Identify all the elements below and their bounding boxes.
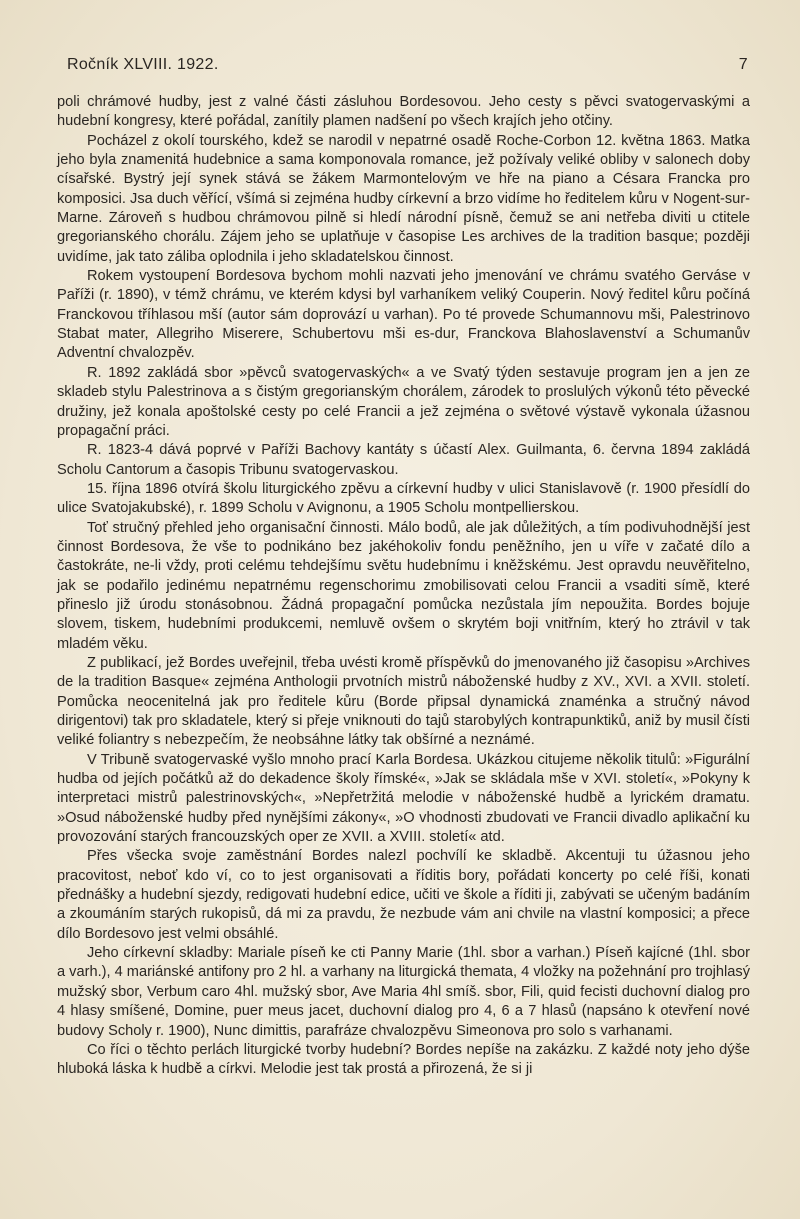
volume-year: Ročník XLVIII. 1922. [67, 56, 219, 73]
running-head [67, 56, 748, 80]
paragraph: R. 1892 zakládá sbor »pěvců svatogervaských« a ve Svatý týden sestavuje program jen a jen ze skladeb stylu Palestrinova a s čistým gregorianským chorálem, zárodek to proslulých výkonů této pěvecké družiny, jež konala apoštolské cesty po celé Francii a jež zejména o světové výstavě vykonala úžasnou propagační práci. [57, 364, 750, 439]
paragraph: Pocházel z okolí tourského, kdež se narodil v nepatrné osadě Roche-Corbon 12. května 1863. Matka jeho byla znamenitá hudebnice a sama komponovala romance, jež požívaly veliké obliby v salonech doby císařské. Bystrý její synek stává se žákem Marmontelovým ve hře na piano a Césara Francka pro komposici. Jsa duch věřící, všímá si zejména hudby církevní a brzo vidíme ho ředitelem kůru v Nogent-sur-Marne. Zároveň s hudbou chrámovou pilně si hledí národní písně, čemuž se ani netřeba diviti u ctitele gregorianského chorálu. Zájem jeho se uplatňuje v časopise Les archives de la tradition basque; později uvidíme, jak tato záliba oplodnila i jeho skladatelskou činnost. [57, 132, 750, 265]
paragraph: Jeho církevní skladby: Mariale píseň ke cti Panny Marie (1hl. sbor a varhan.) Píseň kajícné (1hl. sbor a varh.), 4 mariánské antifony pro 2 hl. a varhany na liturgická themata, 4 vložky na požehnání pro trojhlasý mužský sbor, Verbum caro 4hl. mužský sbor, Ave Maria 4hl smíš. sbor, Fili, quid fecisti duchovní dialog pro 4 hlasy smíšené, Domine, puer meus jacet, duchovní dialog pro 4, 6 a 7 hlasů (napsáno k otevření nové budovy Scholy r. 1900), Nunc dimittis, parafráze chvalozpěvu Simeonova pro solo s varhanami. [57, 945, 750, 1039]
paragraph: Toť stručný přehled jeho organisační činnosti. Málo bodů, ale jak důležitých, a tím podivuhodnější jest činnost Bordesova, že vše to podnikáno bez jakéhokoliv fondu peněžního, jen u víře v začaté dílo a častokráte, ne-li vždy, proti celému tehdejšímu světu hudebnímu i kněžskému. Jest opravdu neuvěřitelno, jak se podařilo jedinému nepatrnému regenschorimu zmobilisovati celou Francii a vsaditi símě, které přineslo již úrodu stonásobnou. Žádná propagační pomůcka nezůstala jím nepoužita. Bordes bojuje slovem, tiskem, hudebními produkcemi, nemluvě ovšem o skrytém boji vnitřním, který ho ztrávil v tak mladém věku. [57, 519, 750, 652]
paragraph: R. 1823-4 dává poprvé v Paříži Bachovy kantáty s účastí Alex. Guilmanta, 6. června 1894 zakládá Scholu Cantorum a časopis Tribunu svatogervaskou. [57, 442, 750, 478]
paragraph: poli chrámové hudby, jest z valné části zásluhou Bordesovou. Jeho cesty s pěvci svatogervaskými a hudební kongresy, které pořádal, zanítily plamen nadšení po všech krajích jeho otčiny. [57, 94, 750, 130]
paragraph: Co říci o těchto perlách liturgické tvorby hudební? Bordes nepíše na zakázku. Z každé noty jeho dýše hluboká láska k hudbě a církvi. Melodie jest tak prostá a přirozená, že si ji [57, 1041, 750, 1078]
paragraph: Přes všecka svoje zaměstnání Bordes nalezl pochvílí ke skladbě. Akcentuji tu úžasnou jeho pracovitost, neboť kdo ví, co to jest organisovati a říditis bory, pořádati koncerty po celé říši, konati přednášky a hudební sjezdy, redigovati hudební edice, učiti ve škole a říditi ji, zabývati se učeným badáním a zkoumáním starých rukopisů, dá mi za pravdu, že nezbude vám ani chvile na vlastní komposici; a přece dílo Bordesovo jest velmi obsáhlé. [57, 848, 750, 942]
page-number: 7 [738, 56, 748, 73]
paragraph: 15. října 1896 otvírá školu liturgického zpěvu a církevní hudby v ulici Stanislavově (r. 1900 přesídlí do ulice Svatojakubské), r. 1899 Scholu v Avignonu, a 1905 Scholu montpellierskou. [57, 480, 750, 517]
paragraph: Rokem vystoupení Bordesova bychom mohli nazvati jeho jmenování ve chrámu svatého Gerváse v Paříži (r. 1890), v témž chrámu, ve kterém kdysi byl varhaníkem veliký Couperin. Nový ředitel kůru počíná Franckovou tříhlasou mší (autor sám doprovází u varhan). Po té provede Schumannovu mši, Palestrinovo Stabat mater, Allegriho Miserere, Schubertovu mši es-dur, Franckova Blahoslavenství a Schumanův Adventní chvalozpěv. [57, 268, 750, 362]
paragraph: V Tribuně svatogervaské vyšlo mnoho prací Karla Bordesa. Ukázkou citujeme několik titulů: »Figurální hudba od jejích počátků až do dekadence školy římské«, »Jak se skládala mše v XVI. století«, »Pokyny k interpretaci mistrů palestrinovských«, »Nepřetržitá melodie v náboženské hudbě a lyrickém dramatu. »Osud náboženské hudby před nynějšími zákony«, »O vhodnosti zbudovati ve Francii divadlo aplikační ku provozování starých francouzských oper ze XVII. a XVIII. století« atd. [57, 751, 750, 846]
body-text [57, 93, 750, 1080]
paragraph: Z publikací, jež Bordes uveřejnil, třeba uvésti kromě příspěvků do jmenovaného již časopisu »Archives de la tradition Basque« zejména Anthologii prvotních mistrů náboženské hudby z XV., XVI. a XVII. století. Pomůcka neocenitelná jak pro ředitele kůru (Borde připsal dynamická znaménka a stručný návod dirigentovi) tak pro skladatele, který si přeje vniknouti do tajů starobylých kontrapunktiků, aniž by musil čísti veliké foliantry s nebezpečím, že neobsáhne látky tak obšírné a neznámé. [57, 654, 750, 749]
